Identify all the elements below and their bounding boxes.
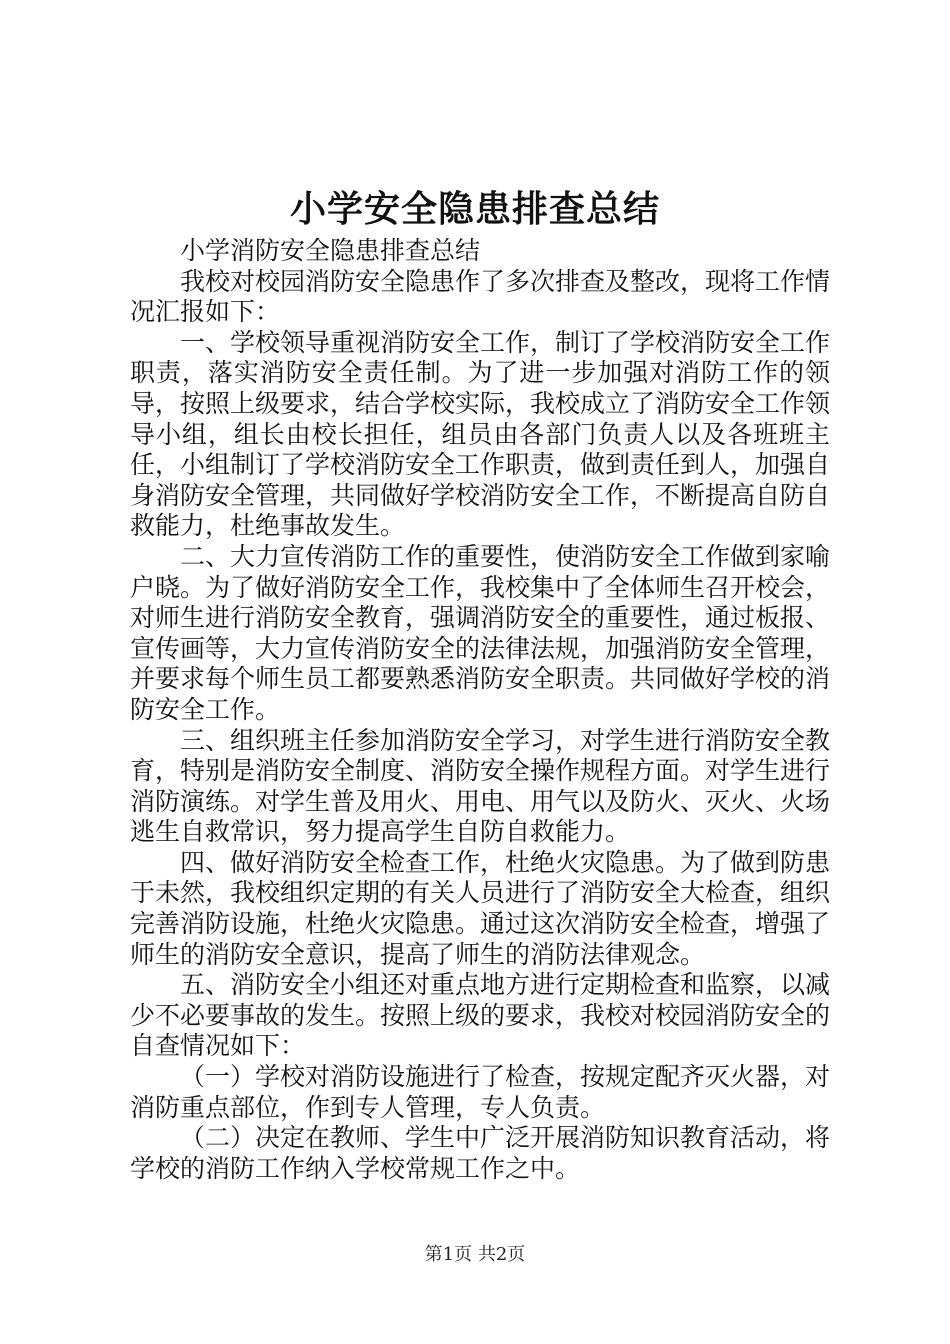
document-body xyxy=(130,236,830,1184)
paragraph-section-2: 二、大力宣传消防工作的重要性，使消防安全工作做到家喻户晓。为了做好消防安全工作，我校集中了全体师生召开校会，对师生进行消防安全教育，强调消防安全的重要性，通过板报、宣传画等，大力宣传消防安全的法律法规，加强消防安全管理，并要求每个师生员工都要熟悉消防安全职责。共同做好学校的消防安全工作。 xyxy=(130,541,831,724)
paragraph-section-3: 三、组织班主任参加消防安全学习，对学生进行消防安全教育，特别是消防安全制度、消防安全操作规程方面。对学生进行消防演练。对学生普及用火、用电、用气以及防火、灭火、火场逃生自救常识，努力提高学生自防自救能力。 xyxy=(130,725,831,847)
paragraph-subitem-1: （一）学校对消防设施进行了检查，按规定配齐灭火器，对消防重点部位，作到专人管理，专人负责。 xyxy=(130,1062,831,1122)
paragraph-intro: 我校对校园消防安全隐患作了多次排查及整改，现将工作情况汇报如下： xyxy=(130,266,831,327)
paragraph-subitem-2: （二）决定在教师、学生中广泛开展消防知识教育活动，将学校的消防工作纳入学校常规工作之中。 xyxy=(130,1123,831,1183)
page-footer: 第1页 共2页 xyxy=(424,1244,526,1265)
paragraph-section-4: 四、做好消防安全检查工作，杜绝火灾隐患。为了做到防患于未然，我校组织定期的有关人员进行了消防安全大检查，组织完善消防设施，杜绝火灾隐患。通过这次消防安全检查，增强了师生的消防安全意识，提高了师生的消防法律观念。 xyxy=(130,847,831,969)
document-title: 小学安全隐患排查总结 xyxy=(289,188,660,230)
paragraph-subtitle: 小学消防安全隐患排查总结 xyxy=(180,236,481,265)
paragraph-section-5: 五、消防安全小组还对重点地方进行定期检查和监察，以减少不必要事故的发生。按照上级的要求，我校对校园消防安全的自查情况如下： xyxy=(130,970,831,1061)
paragraph-section-1: 一、学校领导重视消防安全工作，制订了学校消防安全工作职责，落实消防安全责任制。为了进一步加强对消防工作的领导，按照上级要求，结合学校实际，我校成立了消防安全工作领导小组，组长由校长担任，组员由各部门负责人以及各班班主任，小组制订了学校消防安全工作职责，做到责任到人，加强自身消防安全管理，共同做好学校消防安全工作，不断提高自防自救能力，杜绝事故发生。 xyxy=(130,327,831,541)
